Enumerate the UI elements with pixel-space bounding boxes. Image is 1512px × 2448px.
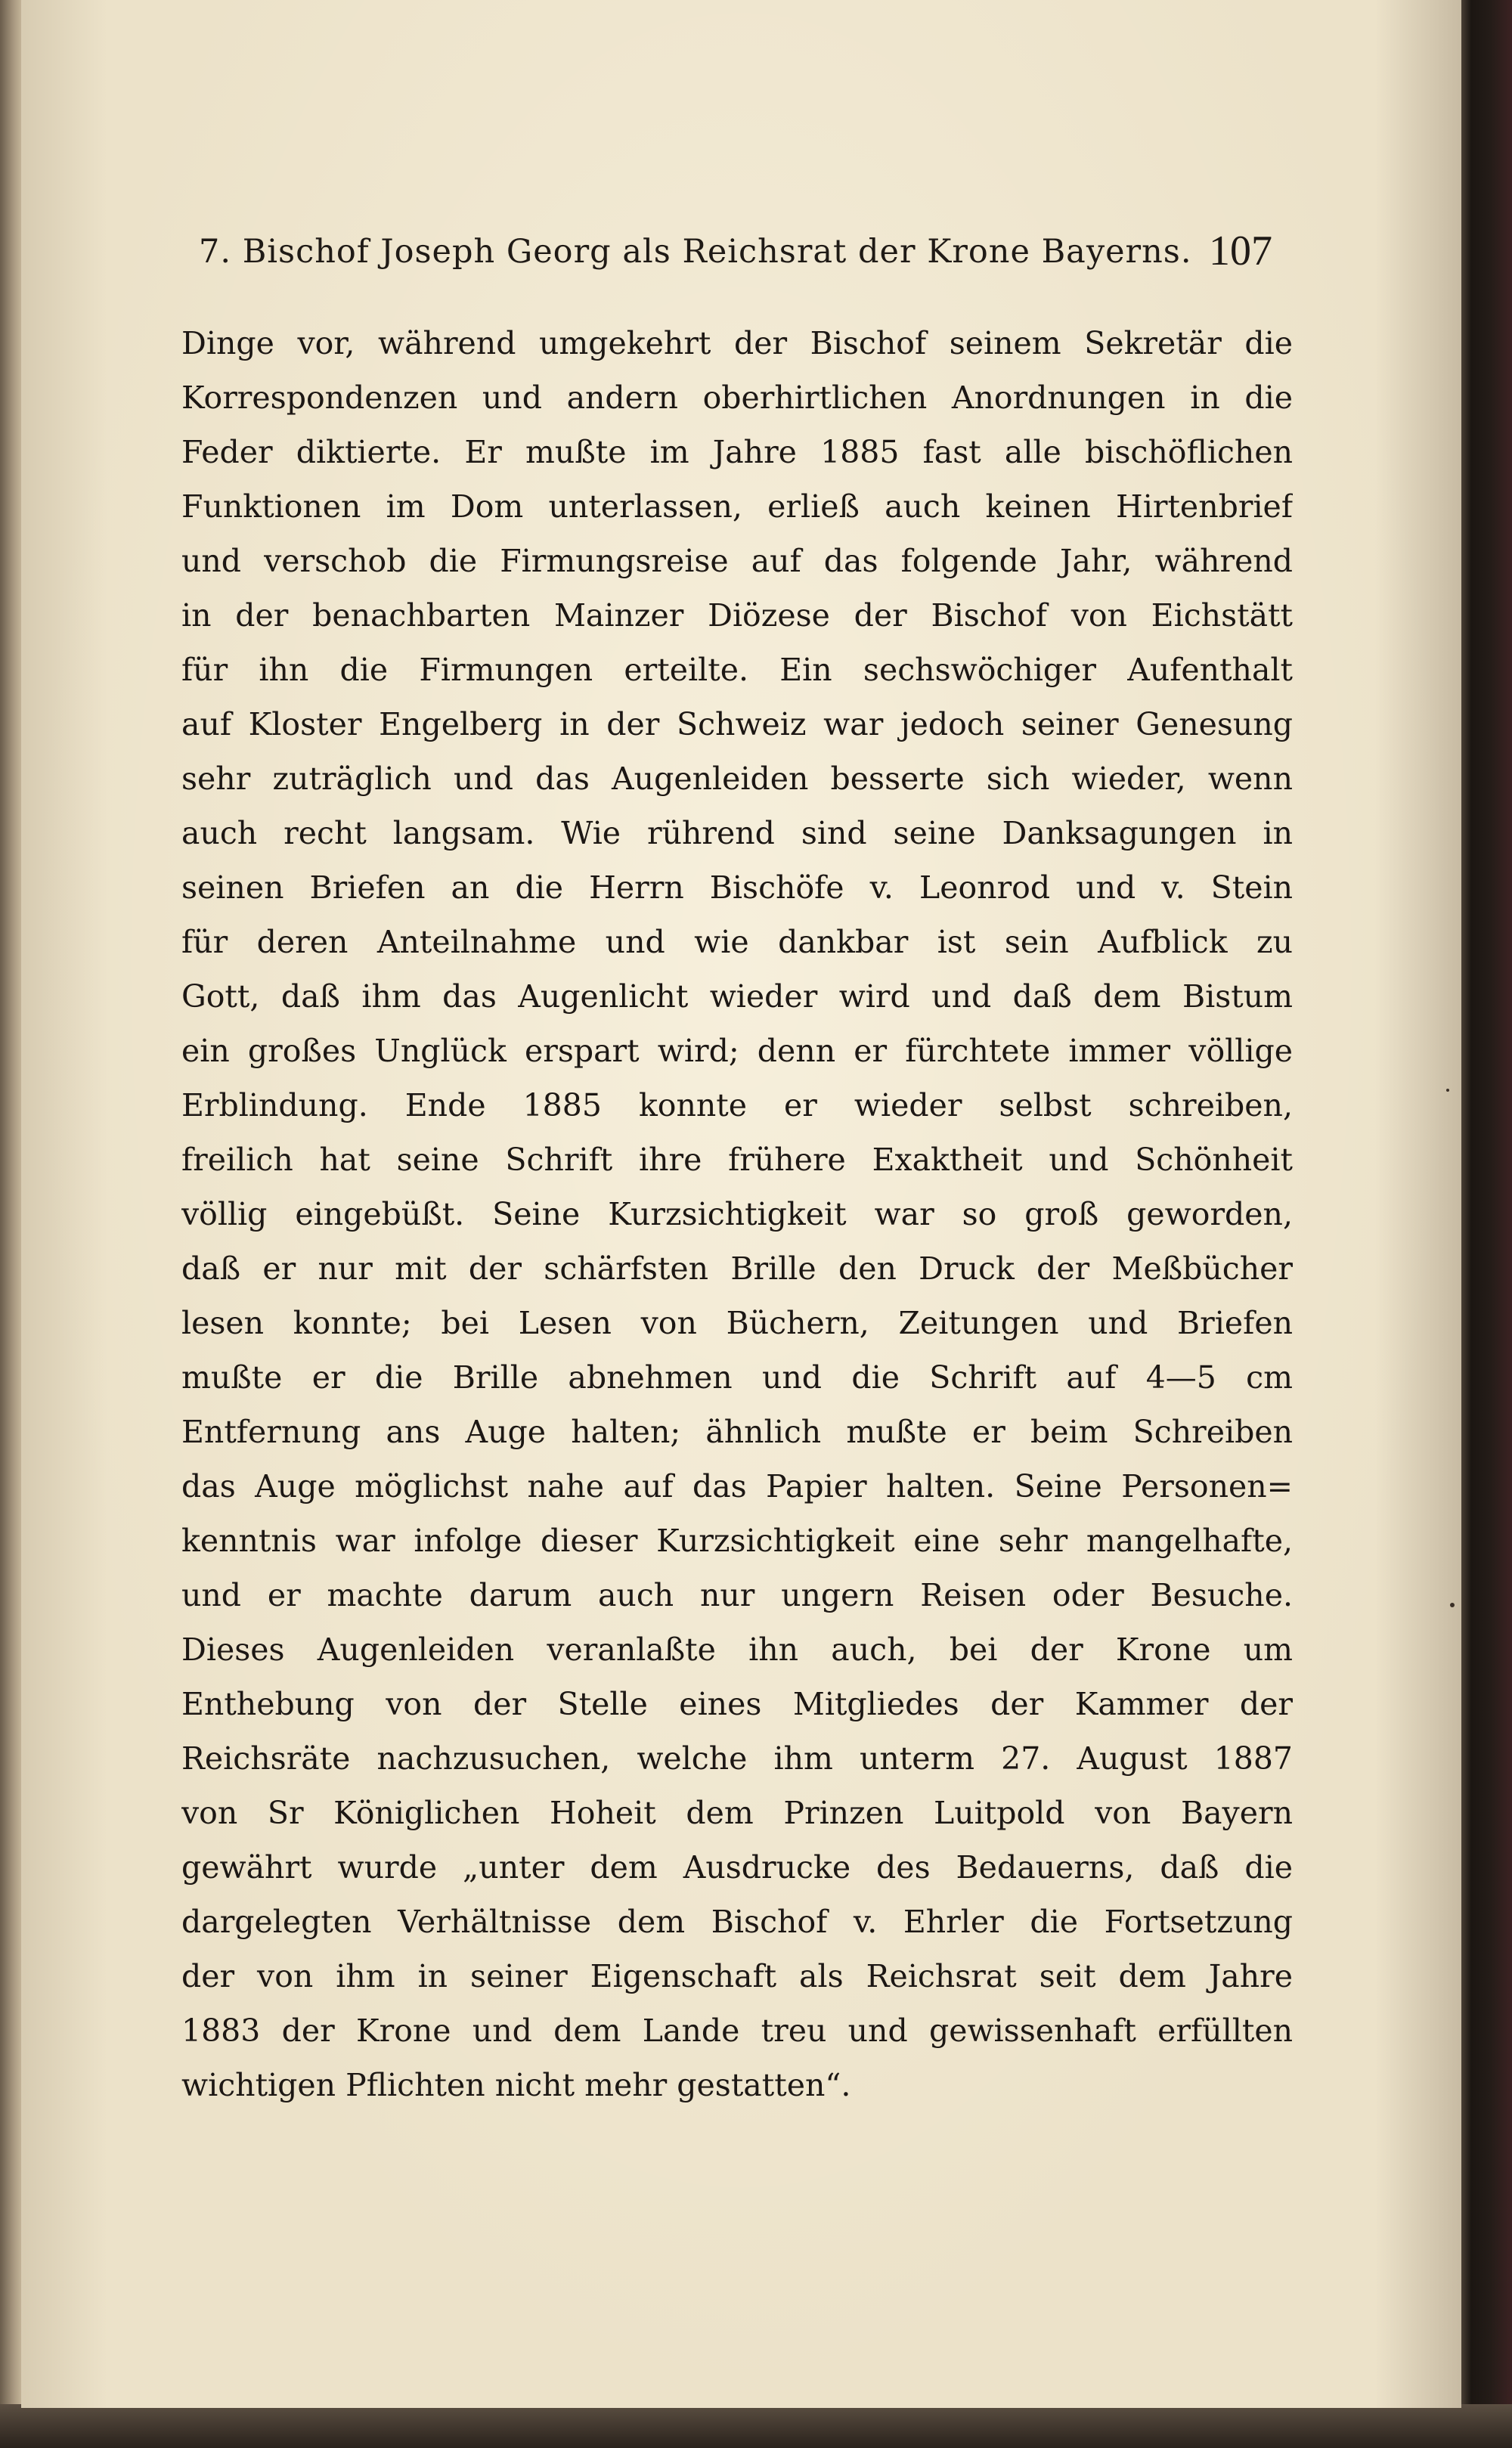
text-line: wichtigen Pflichten nicht mehr gestatten“. bbox=[181, 2067, 851, 2103]
text-line: das Auge möglichst nahe auf das Papier halten. Seine Personen= bbox=[181, 1468, 1293, 1504]
text-line: in der benachbarten Mainzer Diözese der Bischof von Eichstätt bbox=[181, 597, 1293, 634]
text-line: völlig eingebüßt. Seine Kurzsichtigkeit war so groß geworden, bbox=[181, 1196, 1293, 1232]
text-line: freilich hat seine Schrift ihre frühere Exaktheit und Schönheit bbox=[181, 1142, 1293, 1178]
page-number: 107 bbox=[1209, 228, 1272, 274]
text-line: Dinge vor, während umgekehrt der Bischof seinem Sekretär die bbox=[181, 325, 1293, 361]
body-text bbox=[181, 316, 1293, 2112]
text-line: Erblindung. Ende 1885 konnte er wieder selbst schreiben, bbox=[181, 1087, 1293, 1123]
text-line: seinen Briefen an die Herrn Bischöfe v. Leonrod und v. Stein bbox=[181, 869, 1293, 906]
text-line: 1883 der Krone und dem Lande treu und gewissenhaft erfüllten bbox=[181, 2013, 1293, 2049]
text-line: und verschob die Firmungsreise auf das folgende Jahr, während bbox=[181, 543, 1293, 579]
book-spine-edge bbox=[1458, 0, 1512, 2448]
bottom-page-edge bbox=[0, 2404, 1512, 2448]
text-line: der von ihm in seiner Eigenschaft als Reichsrat seit dem Jahre bbox=[181, 1958, 1293, 1994]
text-line: Feder diktierte. Er mußte im Jahre 1885 fast alle bischöflichen bbox=[181, 434, 1293, 470]
text-line: Dieses Augenleiden veranlaßte ihn auch, bei der Krone um bbox=[181, 1631, 1293, 1668]
text-line: von Sr Königlichen Hoheit dem Prinzen Luitpold von Bayern bbox=[181, 1795, 1293, 1831]
text-line: kenntnis war infolge dieser Kurzsichtigkeit eine sehr mangelhafte, bbox=[181, 1523, 1293, 1559]
running-header bbox=[199, 227, 1272, 287]
text-line: Enthebung von der Stelle eines Mitgliedes der Kammer der bbox=[181, 1686, 1293, 1722]
text-line: daß er nur mit der schärfsten Brille den Druck der Meßbücher bbox=[181, 1250, 1293, 1287]
text-line: für deren Anteilnahme und wie dankbar ist sein Aufblick zu bbox=[181, 924, 1293, 960]
text-line: gewährt wurde „unter dem Ausdrucke des Bedauerns, daß die bbox=[181, 1849, 1293, 1886]
text-line: sehr zuträglich und das Augenleiden besserte sich wieder, wenn bbox=[181, 761, 1293, 797]
text-line: für ihn die Firmungen erteilte. Ein sechswöchiger Aufenthalt bbox=[181, 652, 1293, 688]
text-line: auf Kloster Engelberg in der Schweiz war jedoch seiner Genesung bbox=[181, 706, 1293, 742]
text-line: Gott, daß ihm das Augenlicht wieder wird und daß dem Bistum bbox=[181, 978, 1293, 1015]
text-line: und er machte darum auch nur ungern Reisen oder Besuche. bbox=[181, 1577, 1293, 1613]
text-line: Funktionen im Dom unterlassen, erließ auch keinen Hirtenbrief bbox=[181, 488, 1293, 525]
text-line: Korrespondenzen und andern oberhirtlichen Anordnungen in die bbox=[181, 380, 1293, 416]
text-line: mußte er die Brille abnehmen und die Schrift auf 4—5 cm bbox=[181, 1359, 1293, 1396]
text-line: Reichsräte nachzusuchen, welche ihm unterm 27. August 1887 bbox=[181, 1740, 1293, 1777]
left-page-edge bbox=[0, 0, 23, 2448]
text-line: ein großes Unglück erspart wird; denn er fürchtete immer völlige bbox=[181, 1033, 1293, 1069]
book-page bbox=[21, 0, 1461, 2408]
text-line: auch recht langsam. Wie rührend sind seine Danksagungen in bbox=[181, 815, 1293, 851]
paper-speck bbox=[1450, 1603, 1455, 1607]
text-line: dargelegten Verhältnisse dem Bischof v. Ehrler die Fortsetzung bbox=[181, 1904, 1293, 1940]
paper-speck bbox=[1446, 1089, 1449, 1092]
text-line: Entfernung ans Auge halten; ähnlich mußte er beim Schreiben bbox=[181, 1414, 1293, 1450]
running-title: 7. Bischof Joseph Georg als Reichsrat der Krone Bayerns. bbox=[199, 233, 1192, 271]
text-line: lesen konnte; bei Lesen von Büchern, Zeitungen und Briefen bbox=[181, 1305, 1293, 1341]
